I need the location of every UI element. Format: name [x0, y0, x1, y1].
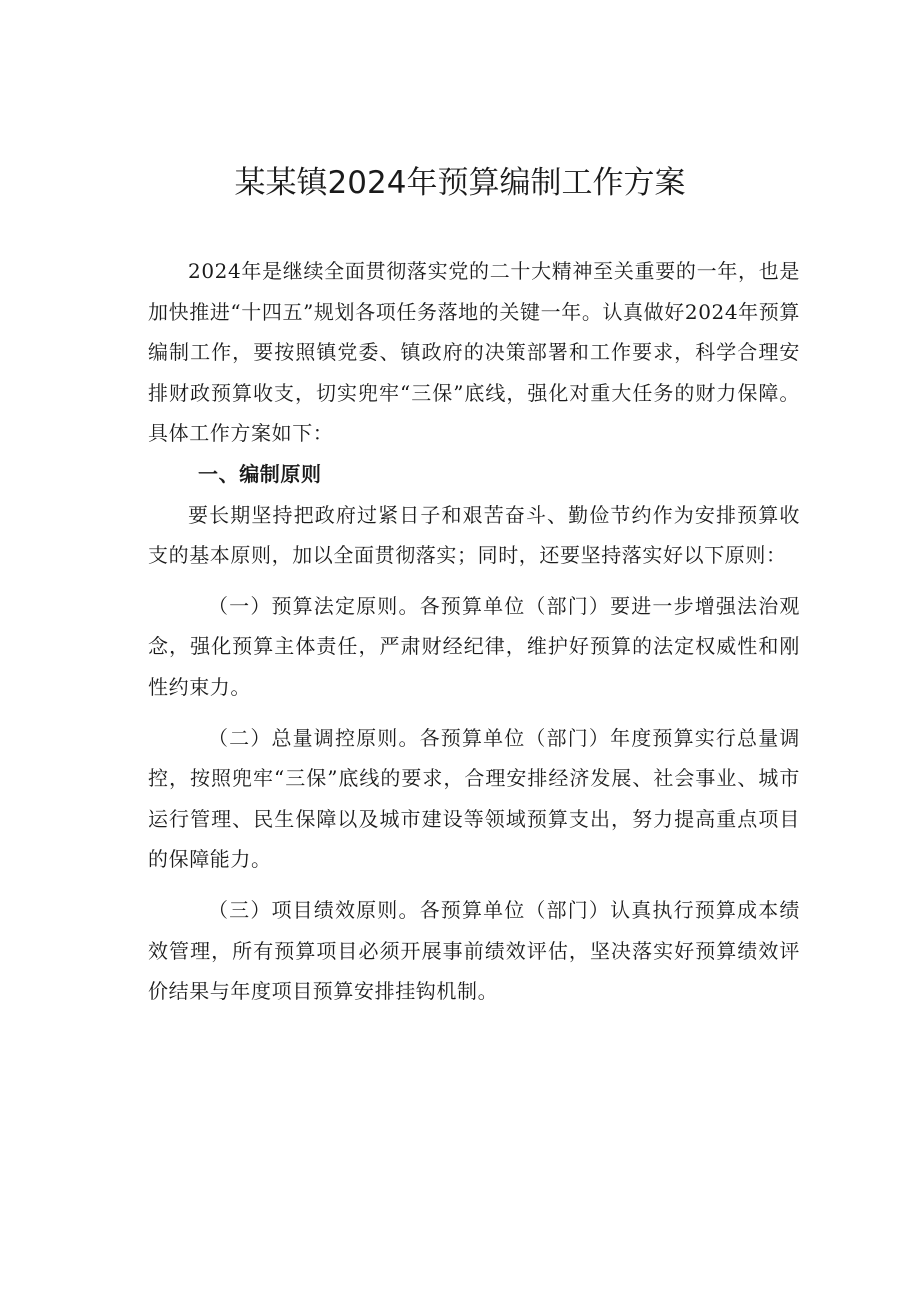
- principle-item-1: （一）预算法定原则。各预算单位（部门）要进一步增强法治观念，强化预算主体责任，严肃财经纪律，维护好预算的法定权威性和刚性约束力。: [148, 593, 800, 699]
- section-heading-principles: 一、编制原则: [198, 461, 322, 486]
- document-body: [148, 251, 800, 1012]
- principle-item-2: （二）总量调控原则。各预算单位（部门）年度预算实行总量调控，按照兜牢“三保”底线的要求，合理安排经济发展、社会事业、城市运行管理、民生保障以及城市建设等领域预算支出，努力提高重点项目的保障能力。: [148, 725, 800, 872]
- principle-item-3: （三）项目绩效原则。各预算单位（部门）认真执行预算成本绩效管理，所有预算项目必须开展事前绩效评估，坚决落实好预算绩效评价结果与年度项目预算安排挂钩机制。: [148, 897, 800, 1004]
- principles-lead-paragraph: 要长期坚持把政府过紧日子和艰苦奋斗、勤俭节约作为安排预算收支的基本原则，加以全面贯彻落实；同时，还要坚持落实好以下原则：: [148, 502, 800, 568]
- page-title: 某某镇2024年预算编制工作方案: [234, 165, 686, 201]
- intro-paragraph: 2024年是继续全面贯彻落实党的二十大精神至关重要的一年，也是加快推进“十四五”规划各项任务落地的关键一年。认真做好2024年预算编制工作，要按照镇党委、镇政府的决策部署和工作要求，科学合理安排财政预算收支，切实兜牢“三保”底线，强化对重大任务的财力保障。具体工作方案如下：: [148, 259, 800, 446]
